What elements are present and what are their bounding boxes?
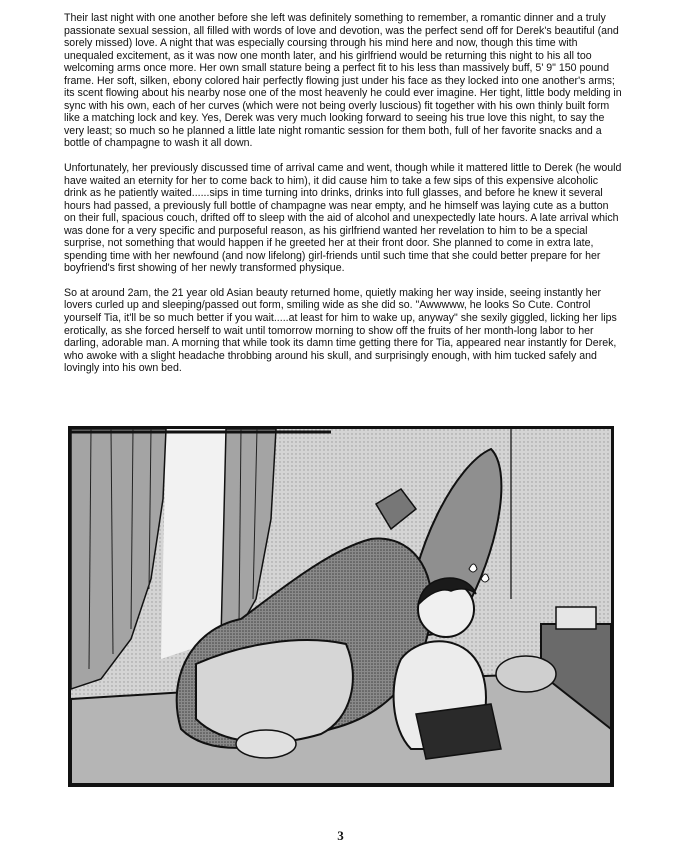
snack-box — [556, 607, 596, 629]
paragraph-1: Their last night with one another before she left was definitely something to remember, a romantic dinner and a truly passionate sexual session, all filled with words of love and devotion, was the perfect send off for Derek's beautiful (and sorely missed) love. A night that was especially coursing through his mind here and now, though this time with unequaled excitement, as it was now one month later, and his girlfriend would be returning this night to his all too welcoming arms once more. Her own small stature being a perfect fit to his less than massively buff, 5' 9" 150 pound frame. Her soft, silken, ebony colored hair perfectly flowing just under his face as they locked into one another's arms; its scent flowing about his nearby nose one of the most heavenly he could ever imagine. Her tight, little body melding in sync with his own, each of her curves (which were not being overly luscious) fit together with his own thinly built form like a matching lock and key. Yes, Derek was very much looking forward to seeing his true love this night, to say the very least; so much so he planned a little late night romantic session for them both, full of her favorite snacks and a bottle of champagne to wash it all down. — [64, 12, 622, 150]
page-number: 3 — [337, 828, 344, 843]
bedroom-panel-illustration — [71, 429, 611, 784]
small-figure-shorts — [416, 704, 501, 759]
window-light — [161, 429, 231, 659]
comic-panel — [68, 426, 614, 787]
paragraph-2: Unfortunately, her previously discussed time of arrival came and went, though while it mattered little to Derek (he would have waited an eternity for her to come back to him), it did cause him to take a few sips of this expensive alcoholic drink as he patiently waited......sips in time turning into drinks, drinks into full glasses, and before he knew it several hours had passed, a previously full bottle of champagne was near empty, and he himself was laying cute as a button on their full, spacious couch, drifted off to sleep with the aid of alcohol and unexpectedly late hours. A late arrival which was done for a very specific and purposeful reason, as his girlfriend wanted her revelation to him to be a special surprise, not something that would happen if he greeted her at their front door. She planned to come in extra late, spending time with her newfound (and now lifelong) girl-friends until such time that she could better prepare for her boyfriend's first showing of her newly transformed physique. — [64, 162, 622, 275]
paragraph-3: So at around 2am, the 21 year old Asian beauty returned home, quietly making her way inside, seeing instantly her lovers curled up and sleeping/passed out form, smiling wide as she did so. "Awwwww, he looks So Cute. Control yourself Tia, it'll be so much better if you wait.....at least for him to wake up, anyway" she sexily giggled, licking her lips erotically, as she forced herself to wait until tomorrow morning to show off the fruits of her month-long labor to her darling, adorable man. A morning that while took its damn time getting there for Tia, appeared near instantly for Derek, who awoke with a slight headache throbbing around his skull, and surprisingly enough, with him tucked safely and lovingly into his own bed. — [64, 286, 617, 375]
foot — [236, 730, 296, 758]
blanket — [196, 640, 353, 742]
pillow — [496, 656, 556, 692]
story-text — [64, 12, 622, 387]
